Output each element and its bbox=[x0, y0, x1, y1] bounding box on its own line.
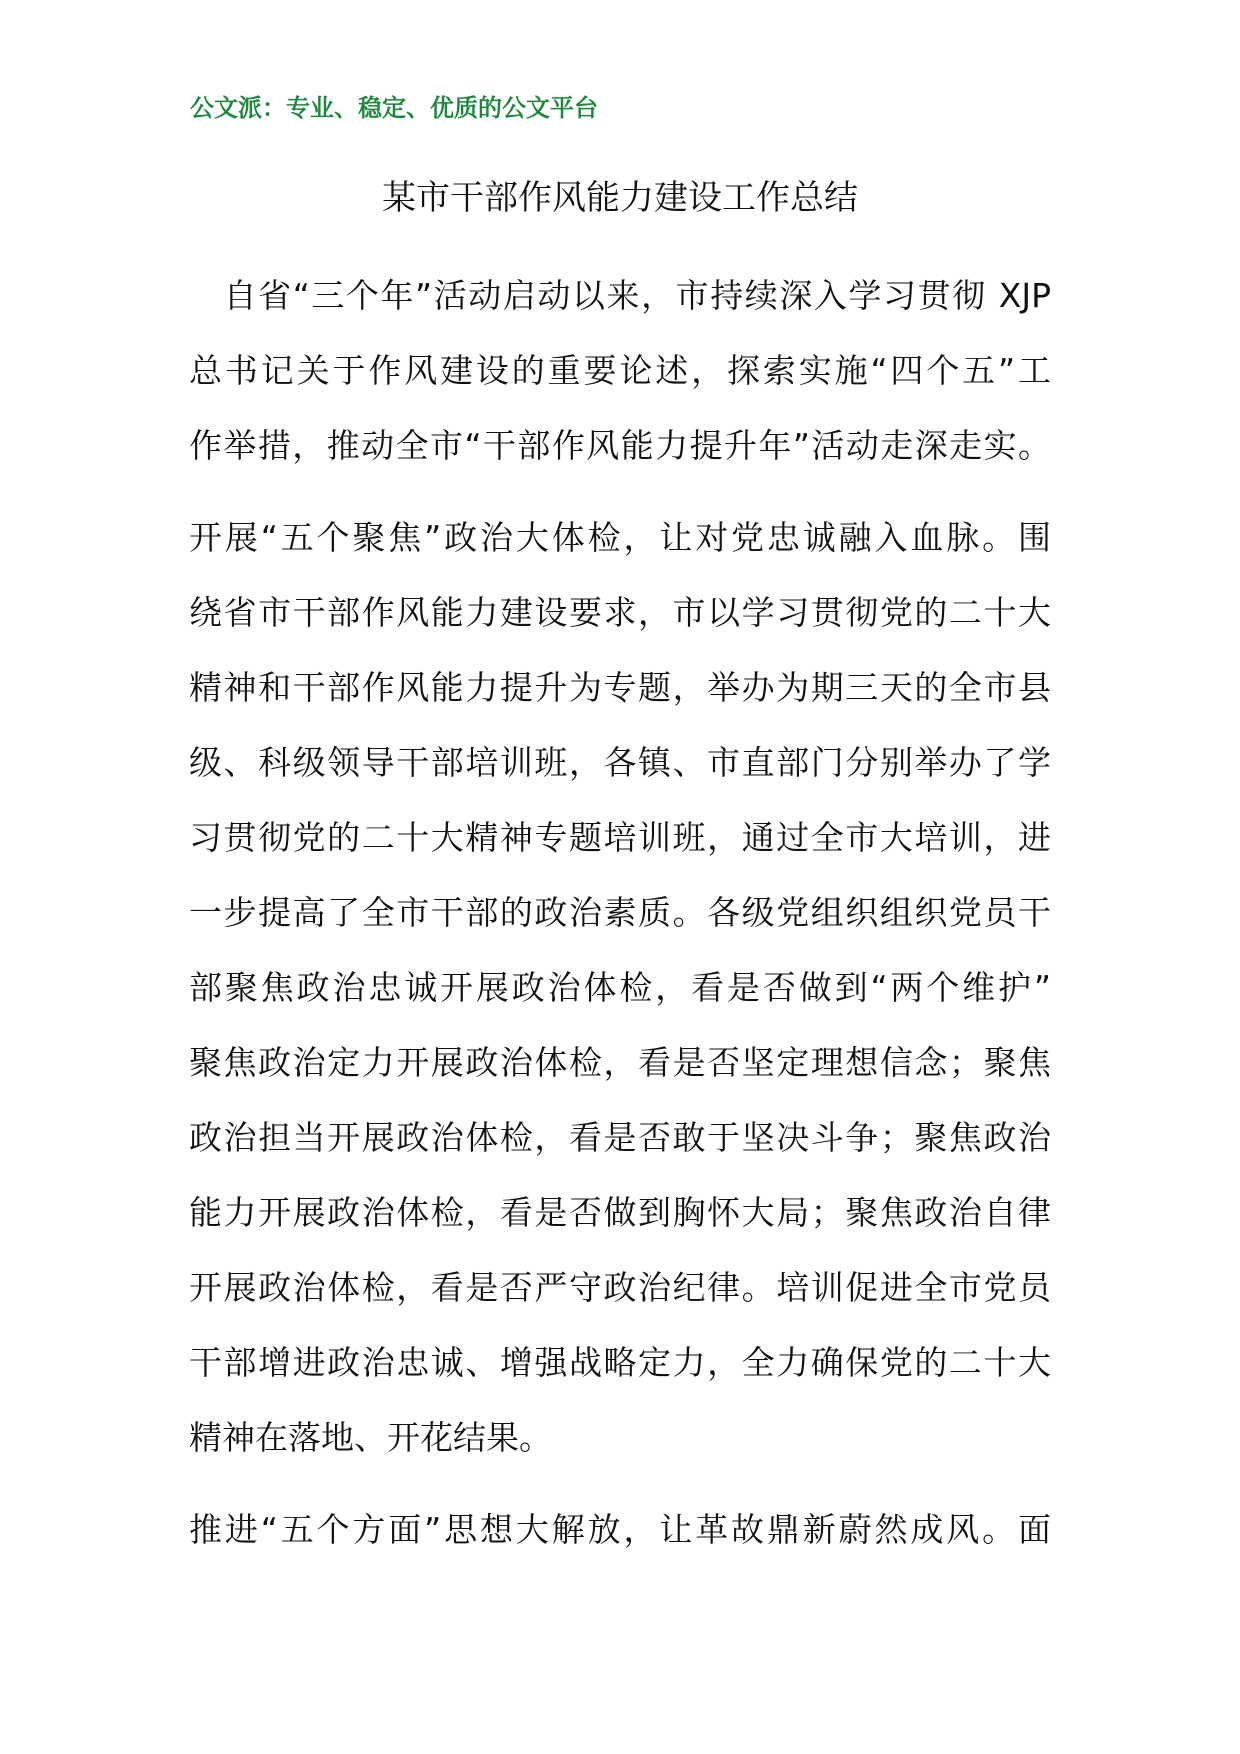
paragraph-line: 开展“五个聚焦”政治大体检，让对党忠诚融入血脉。围 bbox=[189, 518, 1051, 557]
paragraph-line: 开展政治体检，看是否严守政治纪律。培训促进全市党员 bbox=[189, 1268, 1051, 1307]
paragraph-political-checkup bbox=[189, 500, 1051, 1475]
paragraph-line: 推进“五个方面”思想大解放，让革故鼎新蔚然成风。面 bbox=[189, 1510, 1051, 1549]
paragraph-line: 精神和干部作风能力提升为专题，举办为期三天的全市县 bbox=[189, 668, 1051, 707]
paragraph-line: 绕省市干部作风能力建设要求，市以学习贯彻党的二十大 bbox=[189, 593, 1051, 632]
paragraph-line: 一步提高了全市干部的政治素质。各级党组织组织党员干 bbox=[189, 893, 1051, 932]
header-tagline: 公文派：专业、稳定、优质的公文平台 bbox=[190, 93, 598, 122]
paragraph-intro bbox=[189, 258, 1051, 483]
paragraph-line: 聚焦政治定力开展政治体检，看是否坚定理想信念；聚焦 bbox=[189, 1043, 1051, 1082]
document-title: 某市干部作风能力建设工作总结 bbox=[382, 178, 858, 218]
paragraph-thought-liberation bbox=[189, 1492, 1051, 1567]
paragraph-line: 级、科级领导干部培训班，各镇、市直部门分别举办了学 bbox=[189, 743, 1051, 782]
paragraph-line: 政治担当开展政治体检，看是否敢于坚决斗争；聚焦政治 bbox=[189, 1118, 1051, 1157]
paragraph-line: 精神在落地、开花结果。 bbox=[189, 1418, 552, 1457]
paragraph-line: 总书记关于作风建设的重要论述，探索实施“四个五”工 bbox=[189, 351, 1051, 390]
paragraph-line: 干部增进政治忠诚、增强战略定力，全力确保党的二十大 bbox=[189, 1343, 1051, 1382]
paragraph-line: 自省“三个年”活动启动以来，市持续深入学习贯彻 XJP bbox=[189, 276, 1051, 315]
document-body bbox=[189, 258, 1051, 1567]
paragraph-line: 习贯彻党的二十大精神专题培训班，通过全市大培训，进 bbox=[189, 818, 1051, 857]
paragraph-line: 作举措，推动全市“干部作风能力提升年”活动走深走实。 bbox=[189, 426, 1051, 465]
paragraph-line: 部聚焦政治忠诚开展政治体检，看是否做到“两个维护” bbox=[189, 968, 1051, 1007]
paragraph-line: 能力开展政治体检，看是否做到胸怀大局；聚焦政治自律 bbox=[189, 1193, 1051, 1232]
